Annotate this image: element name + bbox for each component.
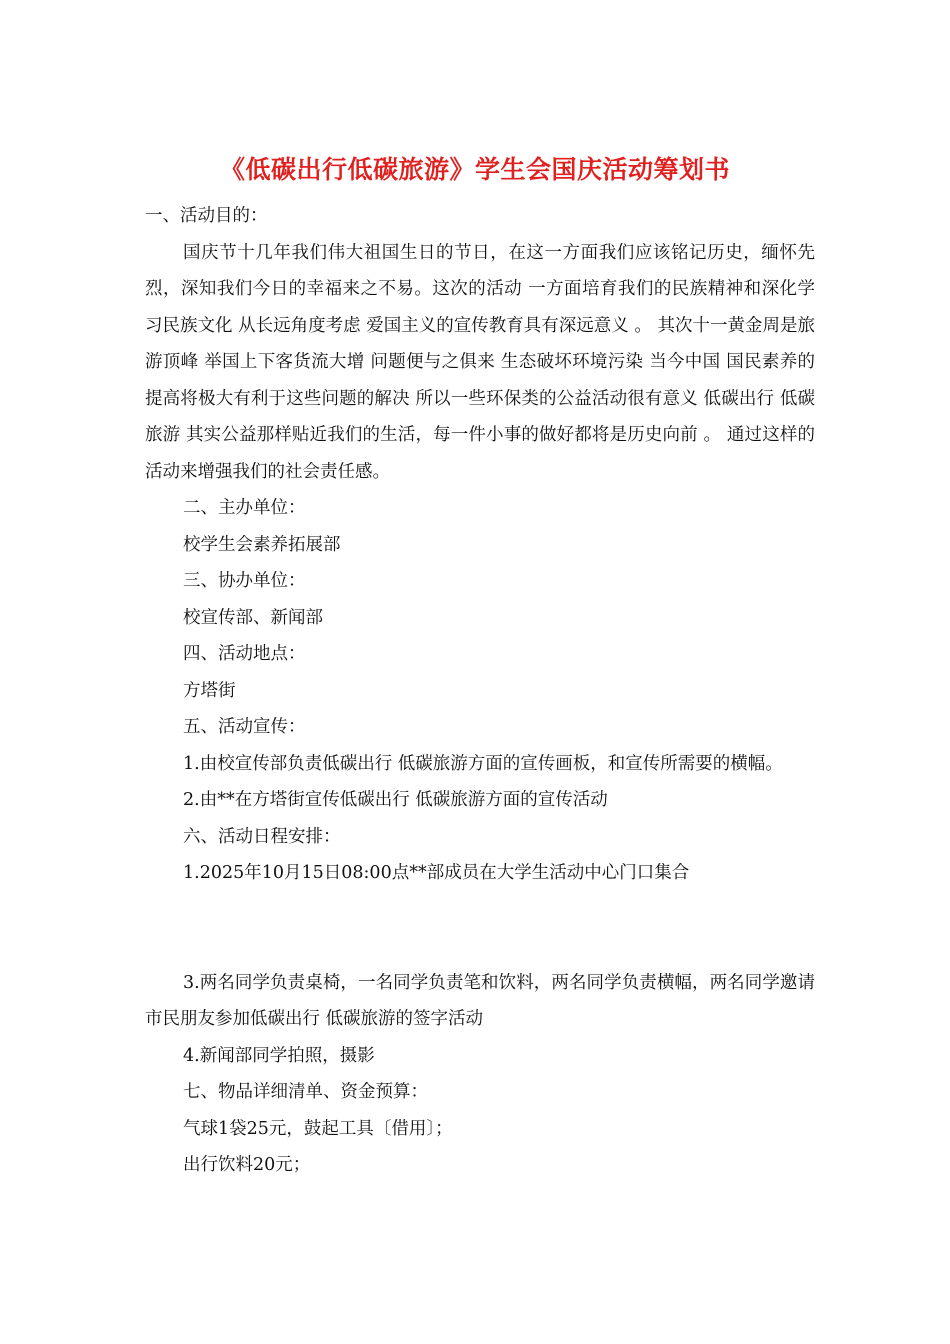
section-heading-host: 二、主办单位： — [183, 498, 306, 518]
list-item-promo-1: 1.由校宣传部负责低碳出行 低碳旅游方面的宣传画板，和宣传所需要的横幅。 — [183, 753, 783, 774]
list-item-schedule-3: 3.两名同学负责桌椅，一名同学负责笔和饮料，两名同学负责横幅，两名同学邀请市民朋友参加低碳出行 低碳旅游的签字活动 — [145, 972, 815, 1029]
list-item-budget-2: 出行饮料20元； — [183, 1155, 311, 1175]
list-item-schedule-1: 1.2025年10月15日08:00点**部成员在大学生活动中心门口集合 — [183, 863, 690, 883]
paragraph-host: 校学生会素养拓展部 — [183, 534, 341, 555]
paragraph-venue: 方塔街 — [183, 680, 236, 701]
section-heading-schedule: 六、活动日程安排： — [183, 826, 341, 847]
section-heading-promo: 五、活动宣传： — [183, 717, 306, 737]
section-heading-cohost: 三、协办单位： — [183, 571, 306, 591]
list-item-promo-2: 2.由**在方塔街宣传低碳出行 低碳旅游方面的宣传活动 — [183, 790, 608, 810]
paragraph-cohost: 校宣传部、新闻部 — [183, 607, 323, 628]
blank-space — [145, 892, 815, 965]
list-item-schedule-4: 4.新闻部同学拍照，摄影 — [183, 1045, 375, 1066]
paragraph-purpose: 国庆节十几年我们伟大祖国生日的节日，在这一方面我们应该铭记历史，缅怀先烈，深知我们今日的幸福来之不易。这次的活动 一方面培育我们的民族精神和深化学习民族文化 从长远角度考虑 爱国主义的宣传教育具有深远意义 。 其次十一黄金周是旅游顶峰 举国上下客货流大增 问题便与之俱来 生态破坏环境污染 当今中国 国民素养的提高将极大有利于这些问题的解决 所以一些环保类的公益活动很有意义 低碳出行 低碳旅游 其实公益那样贴近我们的生活，每一件小事的做好都将是历史向前 。 通过这样的活动来增强我们的社会责任感。 — [145, 242, 815, 482]
section-heading-budget: 七、物品详细清单、资金预算： — [183, 1082, 428, 1102]
document-title: 《低碳出行低碳旅游》学生会国庆活动筹划书 — [219, 155, 730, 184]
list-item-budget-1: 气球1袋25元，鼓起工具〔借用〕； — [183, 1118, 453, 1139]
document-body — [145, 198, 815, 1184]
section-heading-venue: 四、活动地点： — [183, 644, 306, 664]
section-heading-purpose: 一、活动目的： — [145, 206, 268, 226]
